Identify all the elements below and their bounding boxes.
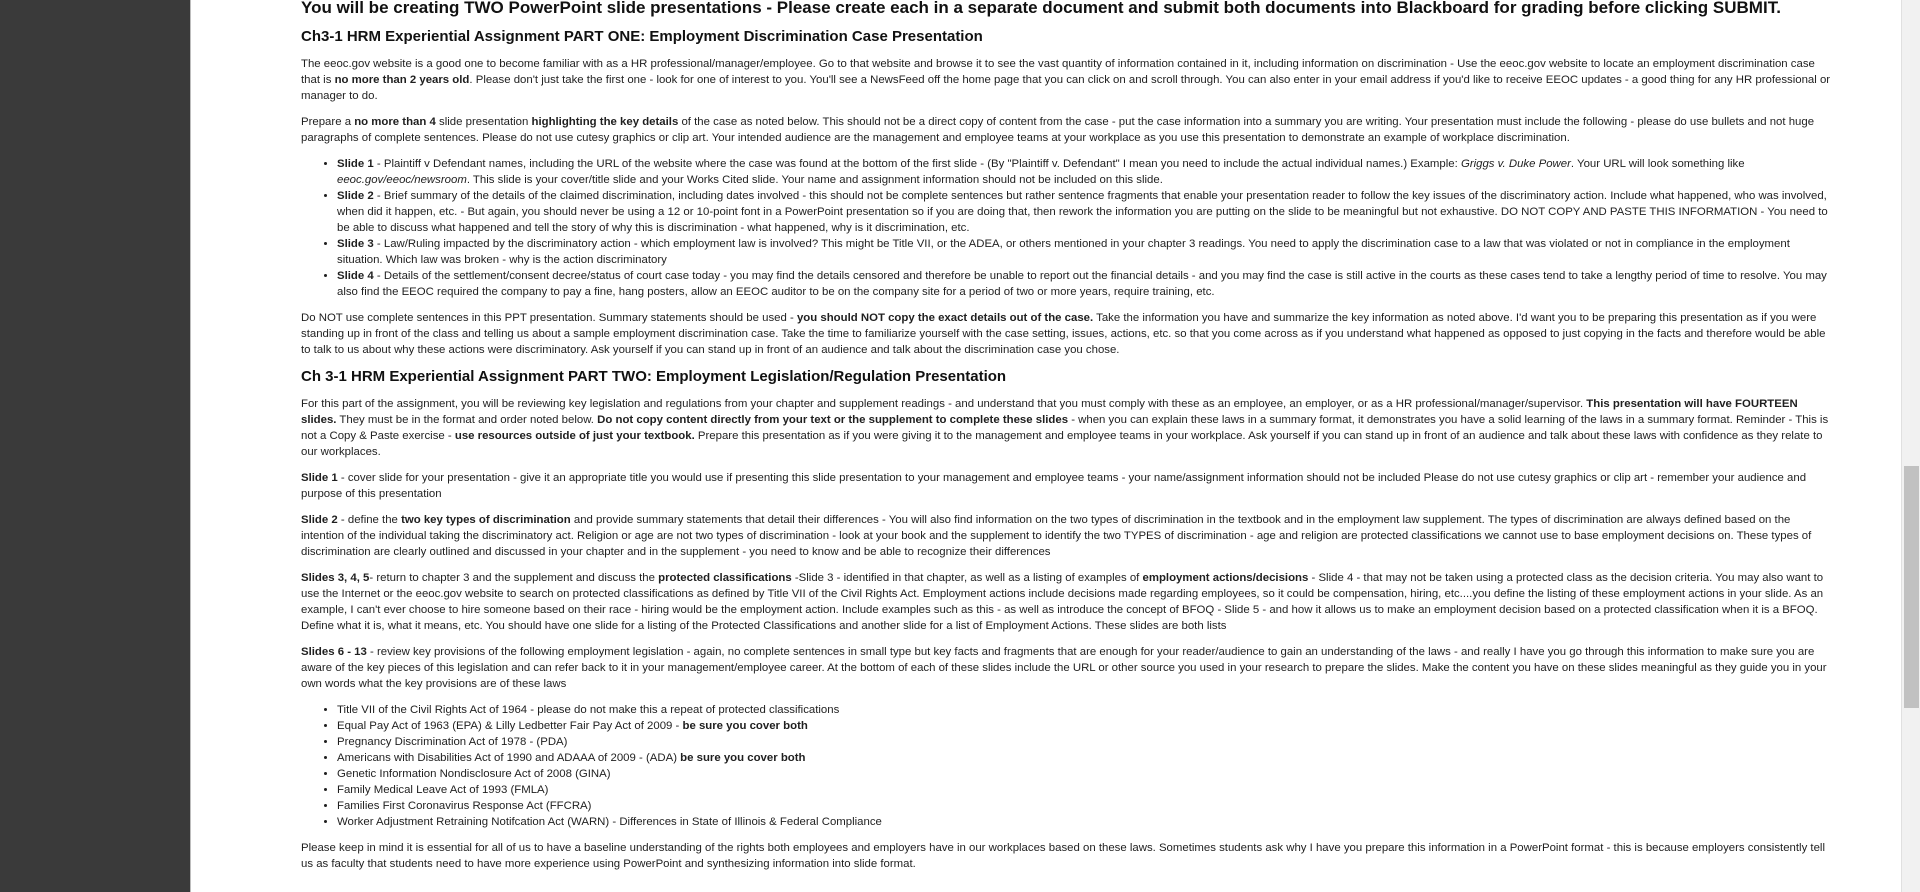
list-item: • Title VII of the Civil Rights Act of 1964 - please do not make this a repeat of protected classifications — [337, 702, 1836, 718]
part-two-intro: For this part of the assignment, you will be reviewing key legislation and regulations from your chapter and supplement readings - and understand that you must comply with these as an employee, an employer, or as a HR professional/manager/supervisor. This presentation will have FOURTEEN slides. They must be in the format and order noted below. Do not copy content directly from your text or the supplement to complete these slides - when you can explain these laws in a summary format, it demonstrates you have a solid learning of the laws in a summary format. Reminder - This is not a Copy & Paste exercise - use resources outside of just your textbook. Prepare this presentation as if you were giving it to the management and employee teams in your workplace. Ask yourself if you can stand up in front of an audience and talk about these laws with confidence as they relate to our workplaces. — [301, 398, 1829, 458]
list-item: • Equal Pay Act of 1963 (EPA) & Lilly Ledbetter Fair Pay Act of 2009 - be sure you cover both — [337, 718, 1836, 734]
list-item: • Pregnancy Discrimination Act of 1978 - (PDA) — [337, 734, 1836, 750]
top-heading: You will be creating TWO PowerPoint slide presentations - Please create each in a separate document and submit both documents into Blackboard for grading before clicking SUBMIT. — [301, 0, 1781, 17]
part-one-instructions: Prepare a no more than 4 slide presentation highlighting the key details of the case as noted below. This should not be a direct copy of content from the case - put the case information into a summary you are writing. Your presentation must include the following - please do use bullets and not huge paragraphs of complete sentences. Please do not use cutesy graphics or clip art. Your intended audience are the management and employee teams at your workplace as you use this presentation to demonstrate an example of workplace discrimination. — [301, 116, 1815, 144]
closing-paragraph: Please keep in mind it is essential for all of us to have a baseline understanding of the rights both employees and employers have in our workplaces based on these laws. Sometimes students ask why I have you prepare this information in a PowerPoint format - this is because employers consistently tell us as faculty that students need to have more experience using PowerPoint and synthesizing information into slide format. — [301, 842, 1825, 870]
part-one-slide-list — [301, 156, 1836, 300]
list-item: • Slide 2 - Brief summary of the details of the claimed discrimination, including dates involved - this should not be complete sentences but rather sentence fragments that enable your presentation reader to follow the key issues of the discriminatory action. Include what happened, who was involved, when did it happen, etc. - But again, you should never be using a 12 or 10-point font in a PowerPoint presentation so if you are doing that, then rework the information you are putting on the slide to be meaningful but not exhaustive. DO NOT COPY AND PASTE THIS INFORMATION - You need to be able to discuss what happened and tell the story of why this is discrimination - what happened, why is it discrimination, etc. — [337, 188, 1836, 236]
part-one-notes: Do NOT use complete sentences in this PPT presentation. Summary statements should be used - you should NOT copy the exact details out of the case. Take the information you have and summarize the key information as noted above. I'd want you to be preparing this presentation as if you were standing up in front of the class and telling us about a sample employment discrimination case. Take the time to familiarize yourself with the case setting, issues, actions, etc. so that you come across as if you understand what happened as opposed to just copying in the facts and therefore would be able to talk to us about why these actions were discriminatory. Ask yourself if you can stand up in front of an audience and talk about the discrimination case you chose. — [301, 312, 1826, 356]
part-two-slide-2: Slide 2 - define the two key types of discrimination and provide summary statements that detail their differences - You will also find information on the two types of discrimination in the textbook and in the employment law supplement. The types of discrimination are always defined based on the intention of the individual taking the discriminatory act. Religion or age are not two types of discrimination - look at your book and the supplement to identify the two TYPES of discrimination - age and religion are protected classifications we cannot use to base employment decisions on. These types of discrimination are clearly outlined and discussed in your chapter and in the supplement - you need to know and be able to recognize their differences — [301, 514, 1812, 558]
part-two-slides-3-5: Slides 3, 4, 5- return to chapter 3 and the supplement and discuss the protected classifications -Slide 3 - identified in that chapter, as well as a listing of examples of employment actions/decisions - Slide 4 - that may not be taken using a protected class as the decision criteria. You may also want to use the Internet or the eeoc.gov website to search on protected classifications as defined by Title VII of the Civil Rights Act. Employment actions include decisions made regarding employees, so it could be compensation, hiring, etc....you define the listing of these employment actions in your slide. As an example, I can't ever choose to hire someone based on their race - hiring would be the employment action. Include examples such as this - as well as introduce the concept of BFOQ - Slide 5 - and how it allows us to make an employment decision based on a protected classification when it is a BFOQ. Define what it is, what it means, etc. You should have one slide for a listing of the Protected Classifications and another slide for a list of Employment Actions. These slides are both lists — [301, 572, 1824, 632]
part-two-slide-1: Slide 1 - cover slide for your presentation - give it an appropriate title you would use if presenting this slide presentation to your management and employee teams - your name/assignment information should not be included Please do not use cutesy graphics or clip art - remember your audience and purpose of this presentation — [301, 472, 1807, 500]
assignment-page — [191, 0, 1871, 892]
scrollbar-thumb[interactable] — [1904, 466, 1919, 708]
list-item: • Genetic Information Nondisclosure Act of 2008 (GINA) — [337, 766, 1836, 782]
list-item: • Slide 3 - Law/Ruling impacted by the discriminatory action - which employment law is involved? This might be Title VII, or the ADEA, or others mentioned in your chapter 3 readings. You need to apply the discrimination case to a law that was violated or not in compliance in the employment situation. Which law was broken - why is the action discriminatory — [337, 236, 1836, 268]
scrollbar[interactable] — [1871, 0, 1920, 892]
part-one-title: Ch3-1 HRM Experiential Assignment PART ONE: Employment Discrimination Case Presentation — [301, 28, 983, 45]
list-item: • Slide 4 - Details of the settlement/consent decree/status of court case today - you may find the details censored and therefore be unable to report out the financial details - and you may find the case is still active in the courts as these cases tend to take a lengthy period of time to resolve. You may also find the EEOC required the company to pay a fine, hang posters, allow an EEOC auditor to be on the company site for a period of two or more years, require training, etc. — [337, 268, 1836, 300]
part-two-title: Ch 3-1 HRM Experiential Assignment PART TWO: Employment Legislation/Regulation Presentation — [301, 368, 1007, 385]
part-two-slides-6-13: Slides 6 - 13 - review key provisions of the following employment legislation - again, no complete sentences in small type but key facts and fragments that are enough for your reader/audience to gain an understanding of the laws - and really I have you go through this information to make sure you are aware of the key pieces of this legislation and can refer back to it in your management/employee career. At the bottom of each of these slides include the URL or other source you used in your research to prepare the slides. Make the content you have on these slides meaningful as they guide you in your own words what the key provisions are of these laws — [301, 646, 1827, 690]
list-item: • Family Medical Leave Act of 1993 (FMLA) — [337, 782, 1836, 798]
list-item: • Worker Adjustment Retraining Notifcation Act (WARN) - Differences in State of Illinois & Federal Compliance — [337, 814, 1836, 830]
left-sidebar-rail — [0, 0, 190, 892]
list-item: • Americans with Disabilities Act of 1990 and ADAAA of 2009 - (ADA) be sure you cover both — [337, 750, 1836, 766]
part-one-intro: The eeoc.gov website is a good one to become familiar with as a HR professional/manager/employee. Go to that website and browse it to see the vast quantity of information contained in it, including information on discrimination - Use the eeoc.gov website to locate an employment discrimination case that is no more than 2 years old. Please don't just take the first one - look for one of interest to you. You'll see a NewsFeed off the home page that you can click on and scroll through. You can also enter in your email address if you'd like to receive EEOC updates - a good thing for any HR professional or manager to do. — [301, 58, 1831, 102]
legislation-list — [301, 702, 1836, 830]
assignment-content — [301, 0, 1836, 882]
scrollbar-track[interactable] — [1901, 0, 1920, 892]
list-item: • Slide 1 - Plaintiff v Defendant names, including the URL of the website where the case was found at the bottom of the first slide - (By "Plaintiff v. Defendant" I mean you need to include the actual individual names.) Example: Griggs v. Duke Power. Your URL will look something like eeoc.gov/eeoc/newsroom. This slide is your cover/title slide and your Works Cited slide. Your name and assignment information should not be included on this slide. — [337, 156, 1836, 188]
list-item: • Families First Coronavirus Response Act (FFCRA) — [337, 798, 1836, 814]
